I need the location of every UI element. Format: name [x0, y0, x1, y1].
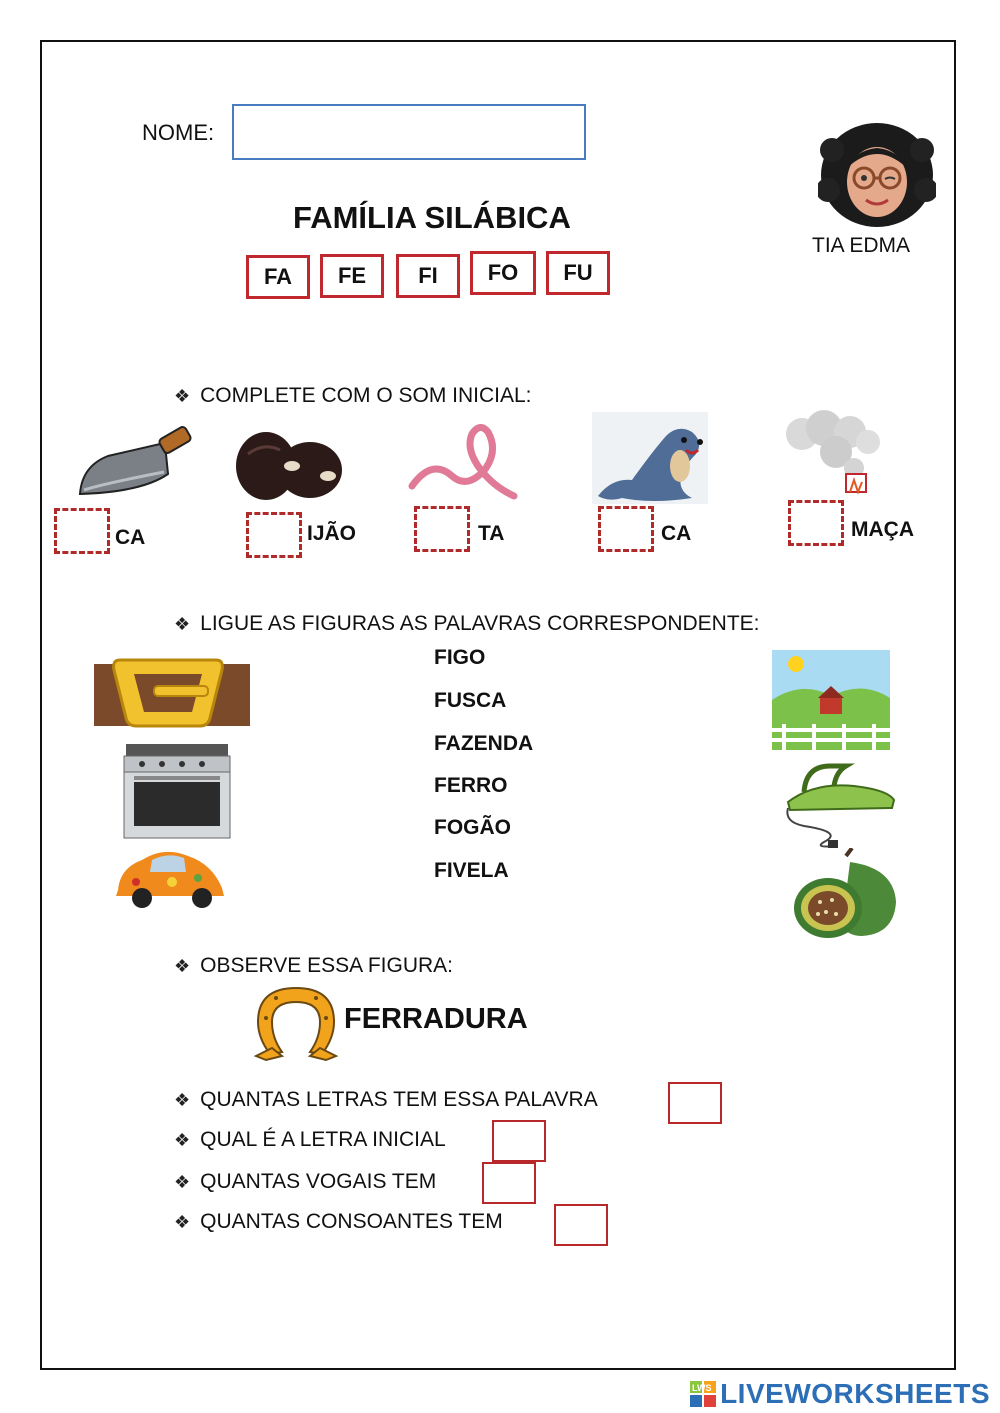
- question-text: QUANTAS CONSOANTES TEM: [200, 1210, 503, 1233]
- beans-picture: [234, 424, 346, 504]
- farm-picture[interactable]: [772, 650, 890, 750]
- question-2: [174, 1128, 446, 1152]
- question-1: [174, 1088, 598, 1112]
- iron-picture[interactable]: [784, 752, 898, 850]
- question-3: [174, 1170, 436, 1194]
- page-title: FAMÍLIA SILÁBICA: [293, 200, 571, 235]
- answer-box-3[interactable]: [414, 506, 470, 552]
- teacher-name: TIA EDMA: [812, 234, 911, 257]
- syllable-box-fe: FE: [320, 254, 384, 298]
- fragment-3: TA: [478, 522, 505, 545]
- instruction-complete: [174, 384, 532, 408]
- smoke-picture: [780, 410, 886, 496]
- answer-consonant-count[interactable]: [554, 1204, 608, 1246]
- instruction-text: COMPLETE COM O SOM INICIAL:: [200, 384, 532, 407]
- instruction-text: OBSERVE ESSA FIGURA:: [200, 954, 454, 977]
- stove-picture[interactable]: [122, 742, 232, 842]
- fig-picture[interactable]: [790, 848, 900, 940]
- fragment-1: CA: [115, 526, 146, 549]
- bullet-icon: ❖: [174, 1211, 191, 1232]
- liveworksheets-icon: [690, 1381, 716, 1407]
- question-4: [174, 1210, 503, 1234]
- answer-box-5[interactable]: [788, 500, 844, 546]
- word-ferro[interactable]: FERRO: [434, 774, 508, 797]
- fragment-5: MAÇA: [851, 518, 914, 541]
- instruction-observe: [174, 954, 453, 978]
- seal-picture: [592, 412, 708, 504]
- liveworksheets-text: LIVEWORKSHEETS: [720, 1378, 990, 1409]
- instruction-match: [174, 612, 760, 636]
- question-text: QUANTAS LETRAS TEM ESSA PALAVRA: [200, 1088, 598, 1111]
- name-input[interactable]: [232, 104, 586, 160]
- fragment-2: IJÃO: [307, 522, 357, 545]
- bullet-icon: ❖: [174, 1129, 191, 1150]
- question-text: QUAL É A LETRA INICIAL: [200, 1128, 446, 1151]
- bullet-icon: ❖: [174, 1171, 191, 1192]
- word-fivela[interactable]: FIVELA: [434, 859, 509, 882]
- word-fusca[interactable]: FUSCA: [434, 689, 507, 712]
- liveworksheets-logo: [690, 1378, 990, 1410]
- word-figo[interactable]: FIGO: [434, 646, 486, 669]
- bullet-icon: ❖: [174, 955, 191, 976]
- knife-picture: [72, 414, 192, 506]
- name-label: NOME:: [142, 120, 215, 145]
- answer-box-4[interactable]: [598, 506, 654, 552]
- logo-letters: LWS: [692, 1383, 712, 1393]
- bullet-icon: ❖: [174, 385, 191, 406]
- observed-word: FERRADURA: [344, 1003, 528, 1035]
- word-fazenda[interactable]: FAZENDA: [434, 732, 534, 755]
- syllable-box-fi: FI: [396, 254, 460, 298]
- question-text: QUANTAS VOGAIS TEM: [200, 1170, 437, 1193]
- answer-initial-letter[interactable]: [492, 1120, 546, 1162]
- ribbon-picture: [408, 424, 520, 500]
- syllable-box-fa: FA: [246, 255, 310, 299]
- fragment-4: CA: [661, 522, 692, 545]
- answer-letter-count[interactable]: [668, 1082, 722, 1124]
- buckle-picture[interactable]: [94, 656, 250, 730]
- syllable-box-fu: FU: [546, 251, 610, 295]
- answer-box-2[interactable]: [246, 512, 302, 558]
- beetle-car-picture[interactable]: [112, 842, 228, 910]
- answer-box-1[interactable]: [54, 508, 110, 554]
- word-fogao[interactable]: FOGÃO: [434, 816, 511, 839]
- bullet-icon: ❖: [174, 613, 191, 634]
- instruction-text: LIGUE AS FIGURAS AS PALAVRAS CORRESPONDENTE:: [200, 612, 760, 635]
- syllable-box-fo: FO: [470, 251, 536, 295]
- teacher-avatar: [818, 120, 936, 230]
- answer-vowel-count[interactable]: [482, 1162, 536, 1204]
- horseshoe-picture: [252, 982, 340, 1062]
- bullet-icon: ❖: [174, 1089, 191, 1110]
